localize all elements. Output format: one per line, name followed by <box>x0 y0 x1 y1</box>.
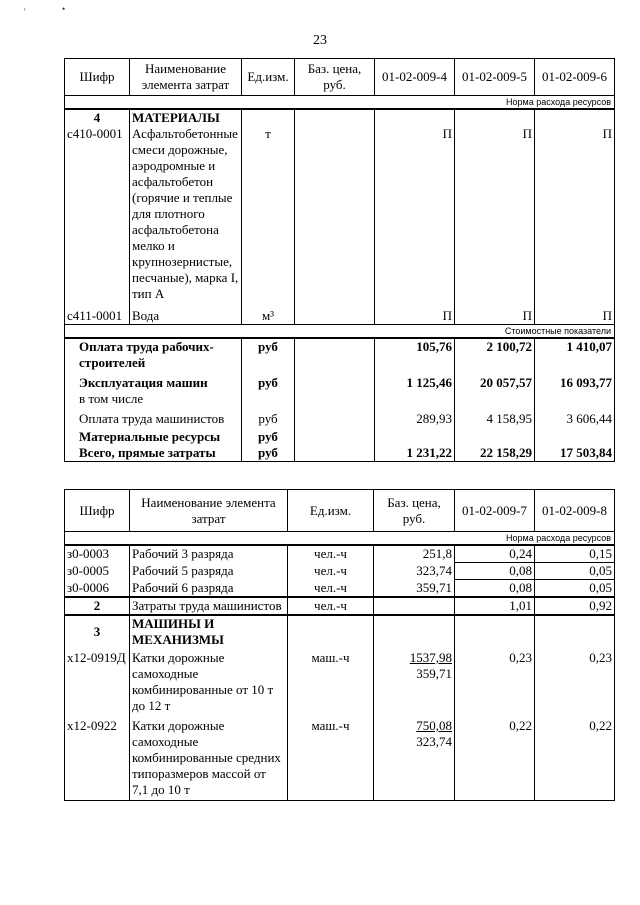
row-v2: 0,05 <box>535 563 615 580</box>
table-row <box>65 545 615 563</box>
machine-name: Катки дорожные самоходные комбинированные средних типоразмеров массой от 7,1 до 10 т <box>130 714 288 800</box>
cost-v3: 1 410,07 <box>535 338 615 371</box>
cost-name: Оплата труда рабочих-строителей <box>65 338 242 371</box>
machine-v1: 0,22 <box>455 714 535 800</box>
cost-name: в том числе <box>65 391 242 407</box>
machine-v2: 0,22 <box>535 714 615 800</box>
cost-v2: 4 158,95 <box>455 407 535 427</box>
machine-price: 750,08 <box>416 718 452 733</box>
section-name: МАТЕРИАЛЫ <box>130 109 242 126</box>
resource-table-1 <box>64 58 615 462</box>
cost-name: Всего, прямые затраты <box>65 445 242 462</box>
machine-price-operator: 359,71 <box>416 666 452 681</box>
row-code: с410-0001 <box>65 126 130 302</box>
machine-price-cell <box>374 648 455 714</box>
machine-unit: маш.-ч <box>288 714 374 800</box>
machinist-unit: чел.-ч <box>288 597 374 615</box>
cost-row <box>65 338 615 371</box>
machine-v2: 0,23 <box>535 648 615 714</box>
row-v1: П <box>375 302 455 324</box>
cost-v3: 16 093,77 <box>535 371 615 391</box>
scan-mark-left: ' <box>24 7 26 17</box>
cost-row <box>65 371 615 391</box>
machinist-row <box>65 597 615 615</box>
cost-v1: 1 231,22 <box>375 445 455 462</box>
header-code: Шифр <box>65 59 130 96</box>
table-row <box>65 580 615 598</box>
band-cost <box>65 324 615 338</box>
machine-price: 1537,98 <box>409 650 452 665</box>
cost-name: Оплата труда машинистов <box>65 407 242 427</box>
cost-unit: руб <box>242 427 295 445</box>
table-row <box>65 563 615 580</box>
machinist-v1: 1,01 <box>455 597 535 615</box>
cost-name: Эксплуатация машин <box>65 371 242 391</box>
row-price: 359,71 <box>374 580 455 598</box>
row-unit: т <box>242 126 295 302</box>
machinist-price <box>374 597 455 615</box>
section-name: МАШИНЫ И МЕХАНИЗМЫ <box>130 615 288 648</box>
machine-price-cell <box>374 714 455 800</box>
cost-row <box>65 407 615 427</box>
row-price <box>295 126 375 302</box>
row-v1: П <box>375 126 455 302</box>
row-v2: П <box>455 126 535 302</box>
header-col-1: 01-02-009-4 <box>375 59 455 96</box>
row-v3: П <box>535 302 615 324</box>
scan-mark-right: • <box>62 4 66 14</box>
header-name: Наименование элемента затрат <box>130 59 242 96</box>
header-col-3: 01-02-009-6 <box>535 59 615 96</box>
cost-name: Материальные ресурсы <box>65 427 242 445</box>
row-name: Вода <box>130 302 242 324</box>
cost-unit: руб <box>242 338 295 371</box>
row-v1: 0,08 <box>455 563 535 580</box>
band-norm-label: Норма расхода ресурсов <box>65 532 615 546</box>
machinist-name: Затраты труда машинистов <box>130 597 288 615</box>
header-name: Наименование элемента затрат <box>130 490 288 532</box>
machine-name: Катки дорожные самоходные комбинированные от 10 т до 12 т <box>130 648 288 714</box>
row-price: 251,8 <box>374 545 455 563</box>
cost-row <box>65 391 615 407</box>
header-col-2: 01-02-009-5 <box>455 59 535 96</box>
row-v1: 0,08 <box>455 580 535 598</box>
row-v2: 0,15 <box>535 545 615 563</box>
row-code: з0-0003 <box>65 545 130 563</box>
section-materials <box>65 109 615 126</box>
machine-row <box>65 714 615 800</box>
band-norm <box>65 96 615 110</box>
cost-v1: 105,76 <box>375 338 455 371</box>
row-price: 323,74 <box>374 563 455 580</box>
page-number: 23 <box>313 33 327 48</box>
row-name: Рабочий 6 разряда <box>130 580 288 598</box>
row-name: Рабочий 5 разряда <box>130 563 288 580</box>
cost-unit: руб <box>242 407 295 427</box>
section-code: 3 <box>65 615 130 648</box>
row-v1: 0,24 <box>455 545 535 563</box>
table1-header <box>65 59 615 96</box>
cost-v2: 20 057,57 <box>455 371 535 391</box>
machine-code: х12-0919Д <box>65 648 130 714</box>
header-price: Баз. цена, руб. <box>295 59 375 96</box>
row-code: з0-0005 <box>65 563 130 580</box>
row-code: з0-0006 <box>65 580 130 598</box>
cost-v2: 22 158,29 <box>455 445 535 462</box>
machinist-v2: 0,92 <box>535 597 615 615</box>
machine-row <box>65 648 615 714</box>
section-machines <box>65 615 615 648</box>
machine-code: х12-0922 <box>65 714 130 800</box>
row-unit: чел.-ч <box>288 545 374 563</box>
cost-unit: руб <box>242 371 295 391</box>
table-row <box>65 302 615 324</box>
row-code: с411-0001 <box>65 302 130 324</box>
row-name: Асфальтобетонные смеси дорожные, аэродромные и асфальтобетон (горячие и теплые для плотного асфальтобетона мелко и крупнозернистые, песчаные), марка I, тип А <box>130 126 242 302</box>
row-unit: чел.-ч <box>288 580 374 598</box>
band-norm <box>65 532 615 546</box>
row-v3: П <box>535 126 615 302</box>
section-code: 4 <box>65 109 130 126</box>
cost-row <box>65 445 615 462</box>
machinist-code: 2 <box>65 597 130 615</box>
table-row <box>65 126 615 302</box>
machine-unit: маш.-ч <box>288 648 374 714</box>
resource-table-2 <box>64 489 615 801</box>
row-v2: П <box>455 302 535 324</box>
cost-v3: 3 606,44 <box>535 407 615 427</box>
cost-unit: руб <box>242 445 295 462</box>
header-price: Баз. цена, руб. <box>374 490 455 532</box>
cost-v2: 2 100,72 <box>455 338 535 371</box>
cost-v1: 1 125,46 <box>375 371 455 391</box>
band-cost-label: Стоимостные показатели <box>65 324 615 338</box>
band-norm-label: Норма расхода ресурсов <box>65 96 615 110</box>
header-col-2: 01-02-009-8 <box>535 490 615 532</box>
header-col-1: 01-02-009-7 <box>455 490 535 532</box>
cost-v1: 289,93 <box>375 407 455 427</box>
row-unit: м³ <box>242 302 295 324</box>
header-code: Шифр <box>65 490 130 532</box>
cost-row <box>65 427 615 445</box>
header-unit: Ед.изм. <box>242 59 295 96</box>
table2-header <box>65 490 615 532</box>
row-v2: 0,05 <box>535 580 615 598</box>
cost-v3: 17 503,84 <box>535 445 615 462</box>
machine-v1: 0,23 <box>455 648 535 714</box>
row-price <box>295 302 375 324</box>
row-name: Рабочий 3 разряда <box>130 545 288 563</box>
machine-price-operator: 323,74 <box>416 734 452 749</box>
row-unit: чел.-ч <box>288 563 374 580</box>
header-unit: Ед.изм. <box>288 490 374 532</box>
